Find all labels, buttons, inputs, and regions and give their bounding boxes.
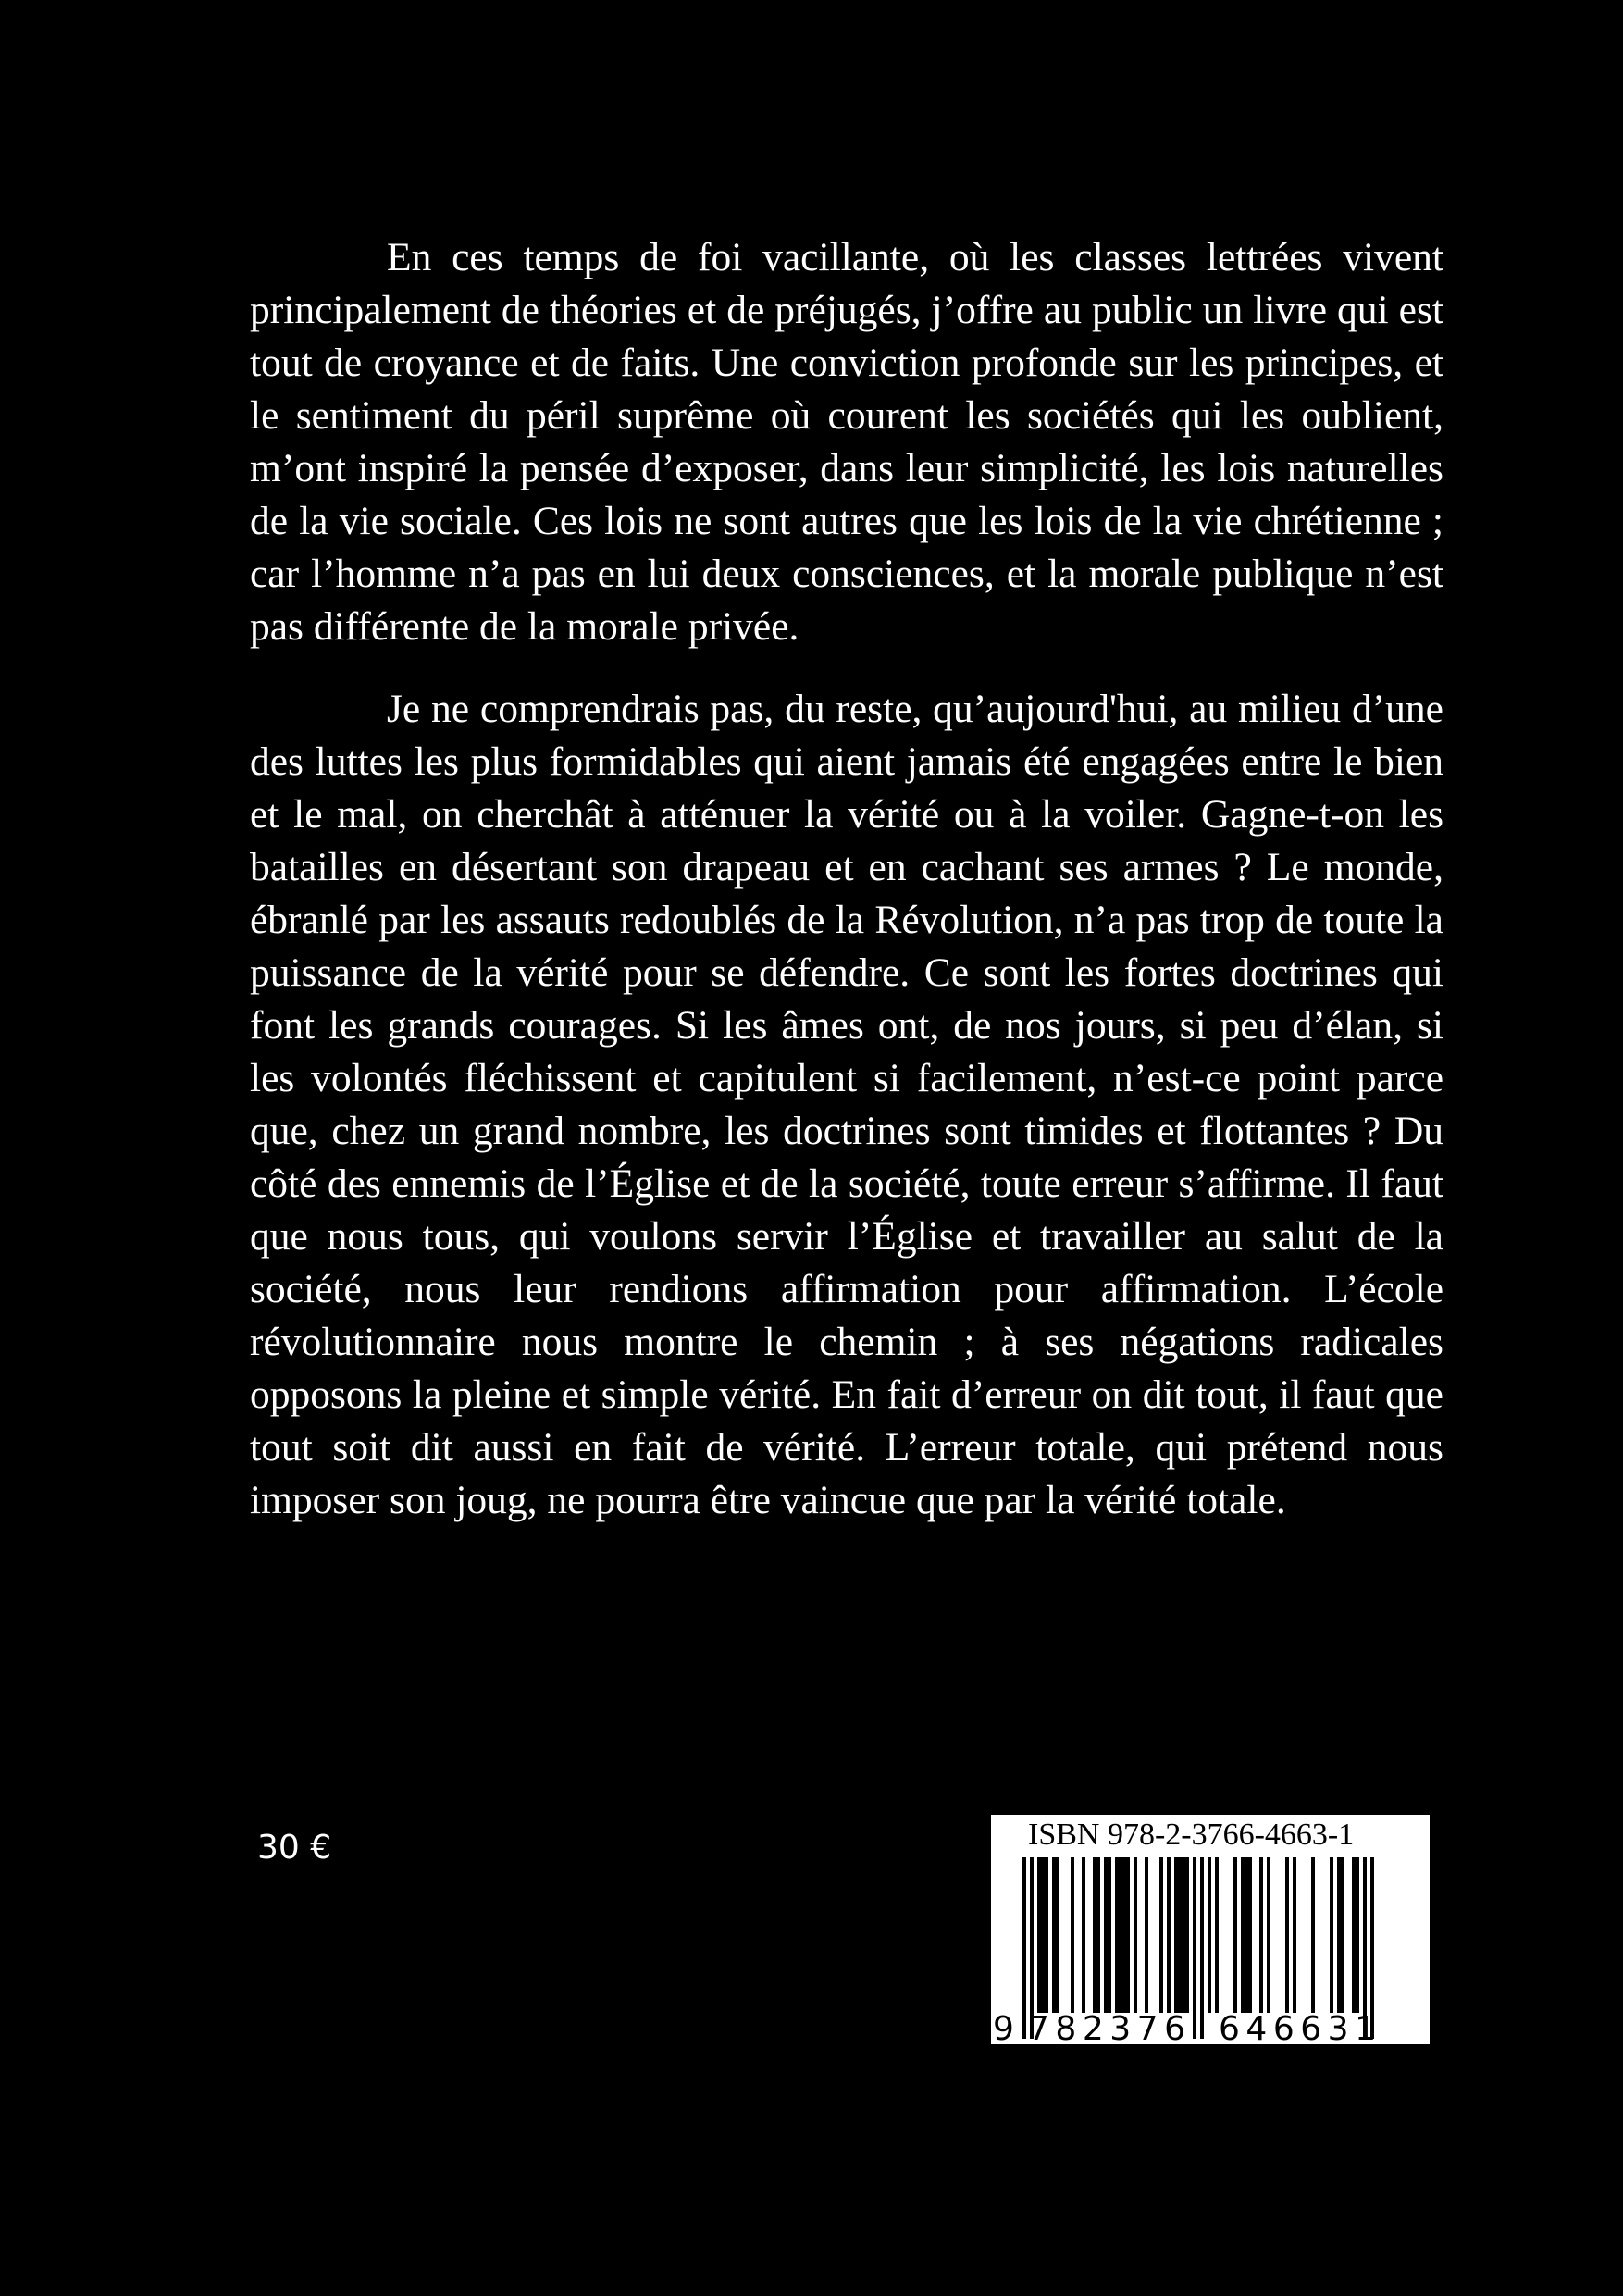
ean-left-group: 782376 [1028,2010,1185,2044]
ean-first-digit: 9 [993,2010,1014,2044]
barcode-bar [1115,1857,1119,2013]
blurb-paragraph-1: En ces temps de foi vacillante, où les classes lettrées vivent principalement de théories et de préjugés, j’offre au public un livre qui est tout de croyance et de faits. Une conviction profonde sur les principes, et le sentiment du péril suprême où courent les sociétés qui les oublient, m’ont inspiré la pensée d’exposer, dans leur simplicité, les lois naturelles de la vie sociale. Ces lois ne sont autres que les lois de la vie chrétienne ; car l’homme n’a pas en lui deux consciences, et la morale publique n’est pas différente de la morale privée. [250,235,1443,649]
barcode-bar [1056,1857,1059,2013]
barcode-bar [1248,1857,1252,2013]
barcode-bar [1193,1857,1196,2039]
barcode-bar [1267,1857,1270,2013]
barcode-bar [1174,1857,1178,2013]
back-cover-blurb [250,231,1443,1557]
barcode-bar [1104,1857,1108,2013]
barcode-bar [1341,1857,1344,2013]
isbn-label: ISBN 978-2-3766-4663-1 [1028,1818,1355,1852]
barcode-bar [1182,1857,1185,2013]
barcode-bar [1052,1857,1056,2013]
barcode-bar [1241,1857,1245,2013]
barcode-bar [1311,1857,1315,2013]
barcode-bar [1122,1857,1126,2013]
barcode-bar [1071,1857,1074,2013]
barcode-bar [1119,1857,1122,2013]
barcode-bar [1134,1857,1137,2013]
barcode-bar [1356,1857,1359,2013]
blurb-paragraph-2: Je ne comprendrais pas, du reste, qu’aujourd'hui, au milieu d’une des luttes les plus formidables qui aient jamais été engagées entre le bien et le mal, on cherchât à atténuer la vérité ou à la voiler. Gagne-t-on les batailles en désertant son drapeau et en cachant ses armes ? Le monde, ébranlé par les assauts redoublés de la Révolution, n’a pas trop de toute la puissance de la vérité pour se défendre. Ce sont les fortes doctrines qui font les grands courages. Si les âmes ont, de nos jours, si peu d’élan, si les volontés fléchissent et capitulent si facilement, n’est-ce point parce que, chez un grand nombre, les doctrines sont timides et flottantes ? Du côté des ennemis de l’Église et de la société, toute erreur s’affirme. Il faut que nous tous, qui voulons servir l’Église et travailler au salut de la société, nous leur rendions affirmation pour affirmation. L’école révolutionnaire nous montre le chemin ; à ses négations radicales opposons la pleine et simple vérité. En fait d’erreur on dit tout, il faut que tout soit dit aussi en fait de vérité. L’erreur totale, qui prétend nous imposer son joug, ne pourra être vaincue que par la vérité totale. [250,687,1443,1522]
barcode-bar [1352,1857,1356,2013]
isbn-barcode [991,1815,1430,2044]
barcode-bar [1159,1857,1163,2013]
barcode-bar [1082,1857,1085,2013]
barcode-bar [1293,1857,1296,2013]
barcode-bar [1167,1857,1171,2013]
barcode-bar [1208,1857,1211,2013]
barcode-bar [1185,1857,1189,2013]
barcode-bar [1093,1857,1096,2013]
barcode-bar [1215,1857,1219,2013]
barcode-bar [1108,1857,1111,2013]
barcode-bar [1285,1857,1289,2013]
ean-right-group: 646631 [1219,2010,1376,2044]
barcode-bar [1337,1857,1341,2013]
barcode-bar [1178,1857,1182,2013]
barcode-bar [1259,1857,1263,2013]
barcode-bar [1126,1857,1130,2013]
barcode-bar [1145,1857,1148,2013]
barcode-bars [991,1852,1430,2044]
barcode-bar [1041,1857,1045,2013]
barcode-bar [1200,1857,1204,2039]
barcode-bar [1022,1857,1026,2039]
price-label: 30 € [257,1829,332,1867]
barcode-bar [1245,1857,1248,2013]
barcode-bar [1037,1857,1041,2013]
barcode-bar [1233,1857,1237,2013]
barcode-bar [1045,1857,1048,2013]
barcode-bar [1330,1857,1333,2013]
barcode-bar [1096,1857,1100,2013]
